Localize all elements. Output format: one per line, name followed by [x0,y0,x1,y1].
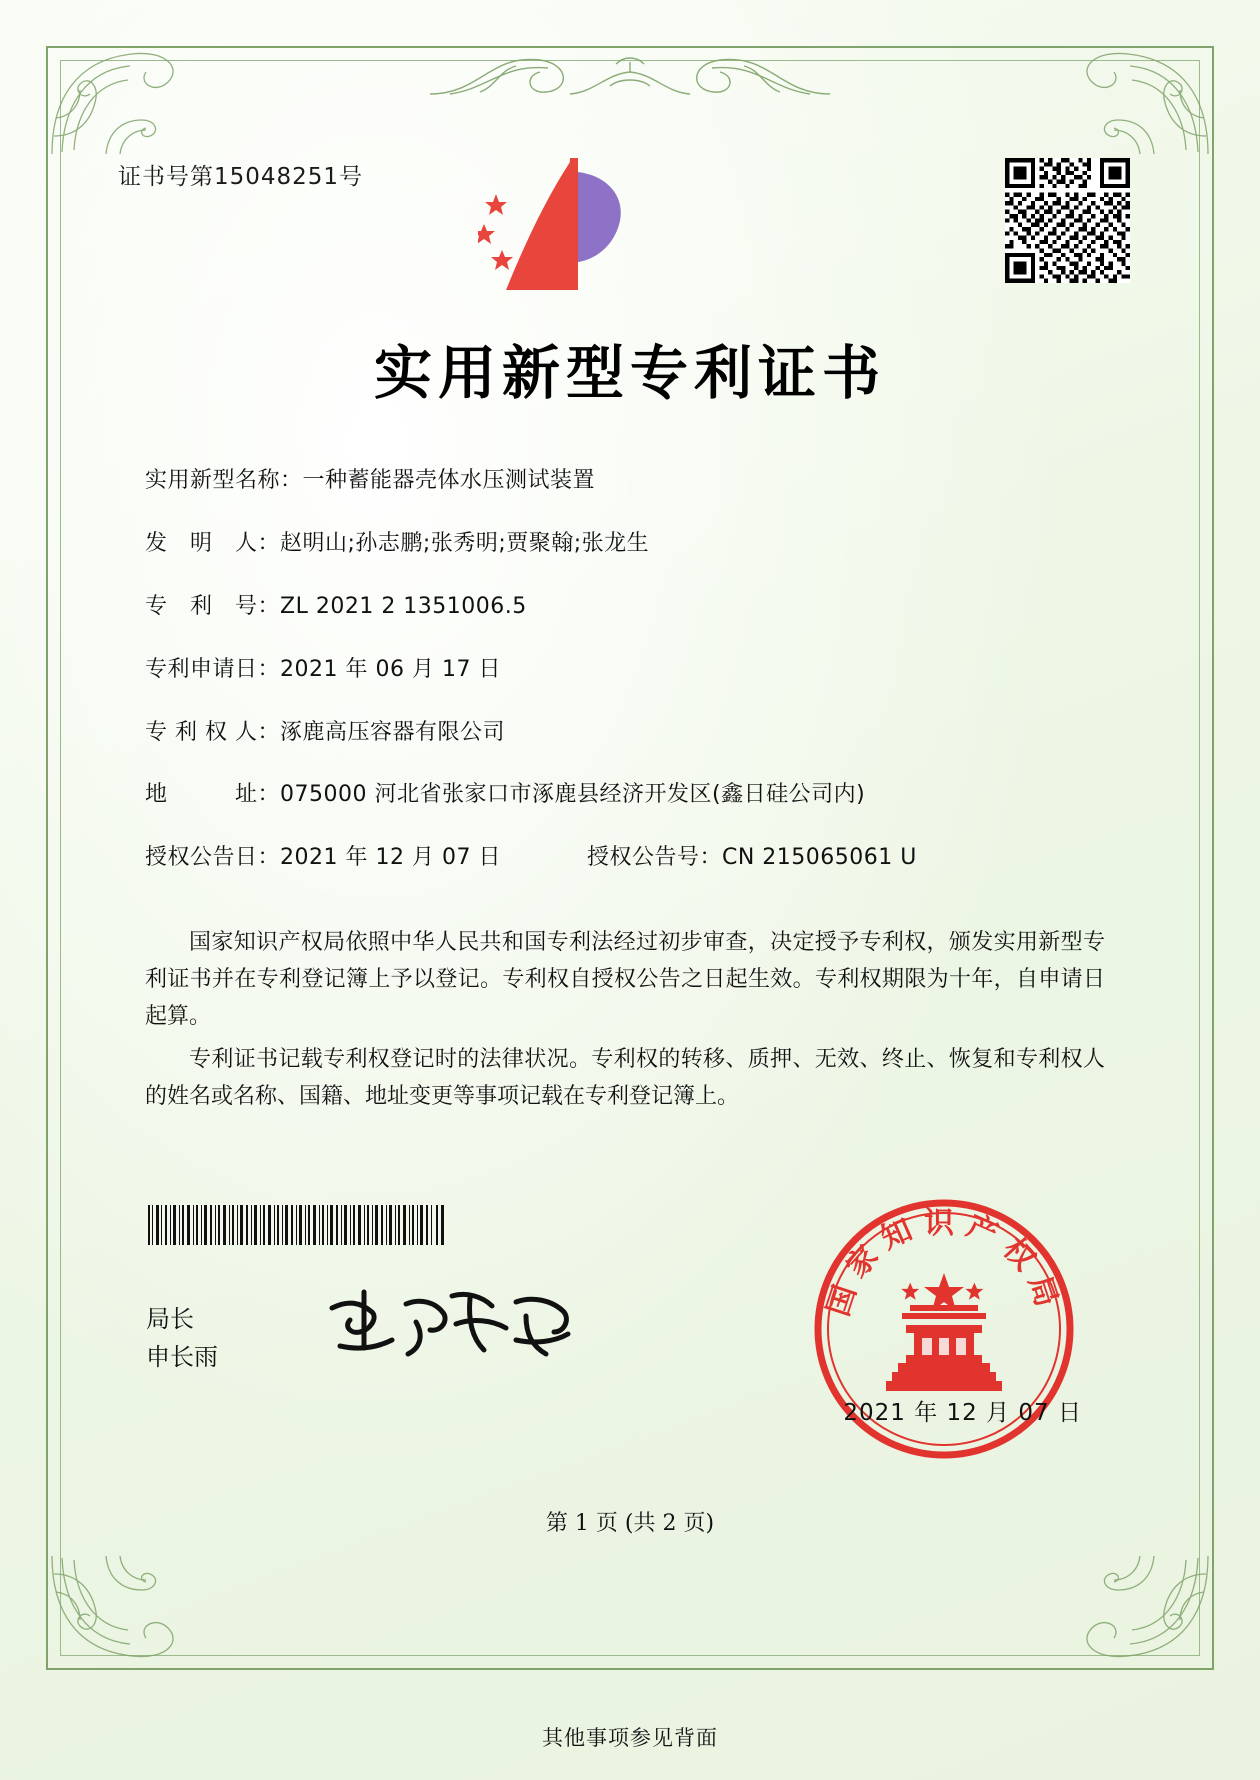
handwritten-signature [320,1278,580,1368]
qr-code [1005,158,1130,283]
field-label: 实用新型名称： [145,468,303,493]
field-label: 专利申请日： [145,656,281,682]
footnote: 其他事项参见背面 [542,1726,718,1750]
field-value: 涿鹿高压容器有限公司 [279,719,505,745]
field-inventors [145,528,1105,560]
field-value: ZL 2021 2 1351006.5 [280,593,527,619]
field-label: 专 利 号： [145,593,281,619]
field-label: 发 明 人： [145,530,281,556]
page-indicator: 第 1 页 (共 2 页) [545,1511,715,1536]
svg-text:国家知识产权局: 国家知识产权局 [820,1206,1068,1321]
barcode [146,1205,446,1245]
grant-number-label: 授权公告号： [586,845,722,871]
grant-date-label: 授权公告日： [145,845,281,871]
field-value: 075000 河北省张家口市涿鹿县经济开发区(鑫日硅公司内) [280,782,866,808]
corner-ornament-top-left [46,40,196,160]
corner-ornament-bottom-right [1064,1550,1214,1670]
corner-ornament-top-right [1064,40,1214,160]
field-application-date [145,654,1105,686]
corner-ornament-bottom-left [46,1550,196,1670]
top-flourish-ornament [420,34,840,104]
page-title: 实用新型专利证书 [373,339,886,407]
legal-paragraph-2: 专利证书记载专利权登记时的法律状况。专利权的转移、质押、无效、终止、恢复和专利权人的姓名或名称、国籍、地址变更等事项记载在专利登记簿上。 [145,1046,1105,1109]
signature-name: 申长雨 [146,1343,218,1372]
field-value: 赵明山;孙志鹏;张秀明;贾聚翰;张龙生 [280,530,650,556]
field-value: 2021 年 06 月 17 日 [280,656,501,682]
legal-text [145,925,1105,1122]
certificate-fields [145,465,1105,874]
cnipa-logo-icon [478,150,638,300]
field-grant-row [145,842,1105,874]
certificate-number: 证书号第15048251号 [118,164,364,190]
field-patentee [145,717,1105,749]
grant-date-value: 2021 年 12 月 07 日 [280,845,501,871]
field-address [145,779,1105,811]
signature-block [146,1300,218,1377]
legal-paragraph-1: 国家知识产权局依照中华人民共和国专利法经过初步审查，决定授予专利权，颁发实用新型专利证书并在专利登记簿上予以登记。专利权自授权公告之日起生效。专利权期限为十年，自申请日起算。 [145,930,1105,1029]
signature-role: 局长 [146,1305,194,1333]
grant-number-segment [587,842,917,874]
field-invention-name [145,465,1105,497]
grant-date-segment [145,842,501,874]
field-value: 一种蓄能器壳体水压测试装置 [302,468,596,493]
field-label: 地 址： [145,782,281,808]
seal-date: 2021 年 12 月 07 日 [843,1400,1082,1426]
grant-number-value: CN 215065061 U [721,845,917,871]
field-patent-number [145,591,1105,623]
field-label: 专 利 权 人： [145,719,280,745]
